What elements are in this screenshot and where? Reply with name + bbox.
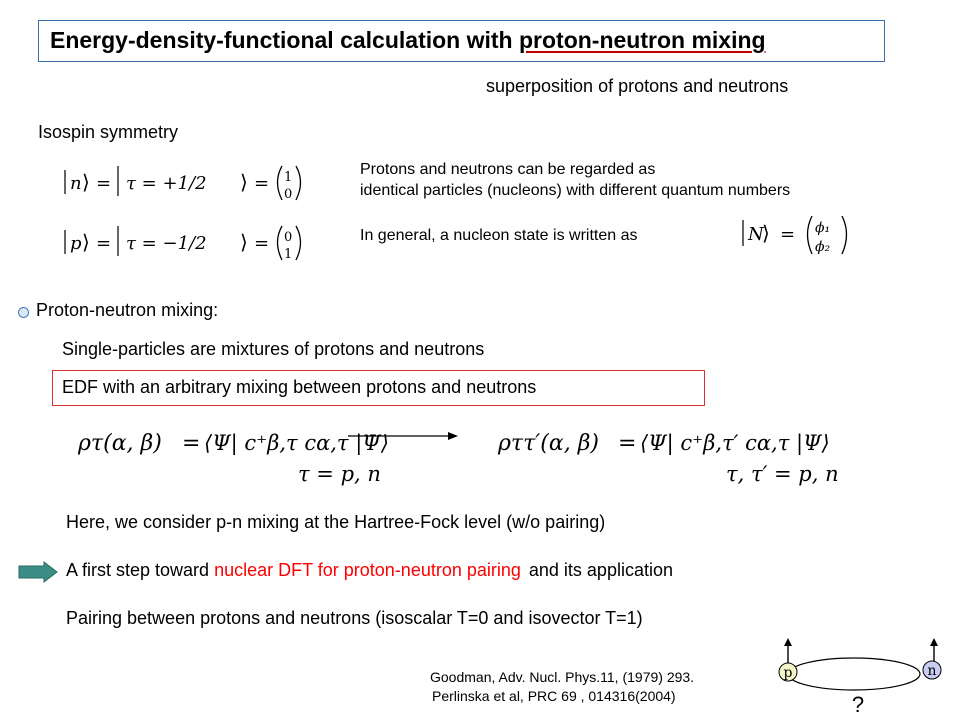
- svg-text:=: =: [96, 173, 112, 194]
- svg-text:⟩: ⟩: [82, 170, 90, 194]
- svg-text:=: =: [182, 431, 201, 456]
- note-line-2: identical particles (nucleons) with different quantum numbers: [360, 182, 791, 199]
- svg-text:⟩: ⟩: [240, 230, 248, 254]
- proton-label: p: [783, 665, 793, 681]
- pn-pairing-diagram: [770, 638, 950, 718]
- bullet-icon: [18, 307, 29, 318]
- p-tau-label: τ = −1/2: [126, 233, 207, 254]
- pairing-line: Pairing between protons and neutrons (isoscalar T=0 and isovector T=1): [66, 608, 643, 628]
- p-spin-arrow-icon: [784, 638, 792, 646]
- right-arrow-icon: [18, 561, 58, 583]
- first-step-prefix: A first step toward: [66, 560, 215, 580]
- nucleon-vector-top: ϕ₁: [815, 220, 831, 236]
- title-underlined: proton-neutron mixing: [519, 27, 766, 53]
- n-ket-label: n: [70, 173, 82, 194]
- svg-text:=: =: [254, 233, 270, 254]
- p-ket-label: p: [70, 233, 82, 254]
- svg-text:⟩: ⟩: [240, 170, 248, 194]
- svg-text:=: =: [254, 173, 270, 194]
- nucleon-vector-bottom: ϕ₂: [815, 239, 831, 255]
- p-vector-bottom: 1: [284, 247, 293, 262]
- reference-goodman: Goodman, Adv. Nucl. Phys.11, (1979) 293.: [430, 669, 695, 685]
- density-equations: [70, 418, 870, 488]
- n-vector-top: 1: [284, 170, 293, 185]
- left-lhs: ρτ(α, β): [78, 431, 162, 456]
- neutron-label: n: [927, 663, 937, 679]
- svg-text:⟩: ⟩: [762, 221, 770, 245]
- pairing-ellipse: [788, 658, 920, 690]
- pn-mixing-bullet: Proton-neutron mixing:: [36, 300, 219, 320]
- nucleon-ket-label: N: [748, 224, 764, 245]
- right-rhs: ⟨Ψ| c⁺β,τ′ cα,τ |Ψ⟩: [640, 431, 830, 455]
- left-condition: τ = p, n: [298, 462, 381, 486]
- svg-text:=: =: [780, 224, 796, 245]
- right-condition: τ, τ′ = p, n: [726, 462, 839, 486]
- hf-line: Here, we consider p-n mixing at the Hartree-Fock level (w/o pairing): [66, 512, 606, 532]
- first-step-highlight: nuclear DFT for proton-neutron pairing: [214, 560, 521, 580]
- right-lhs: ρττ′(α, β): [498, 431, 599, 456]
- first-step-line: [66, 560, 673, 581]
- edf-box-text: EDF with an arbitrary mixing between protons and neutrons: [62, 377, 537, 397]
- svg-text:⟩: ⟩: [82, 230, 90, 254]
- reference-perlinska: Perlinska et al, PRC 69 , 014316(2004): [432, 688, 676, 704]
- svg-text:=: =: [96, 233, 112, 254]
- page-title: [50, 27, 766, 54]
- nucleon-state-equation: [738, 212, 858, 262]
- single-particles-line: Single-particles are mixtures of protons and neutrons: [62, 339, 485, 359]
- title-prefix: Energy-density-functional calculation with: [50, 27, 519, 53]
- left-rhs: ⟨Ψ| c⁺β,τ cα,τ |Ψ⟩: [204, 431, 389, 455]
- left-equation: [77, 431, 389, 486]
- p-vector-top: 0: [284, 230, 293, 245]
- note-general: In general, a nucleon state is written as: [360, 227, 638, 244]
- note-line-1: Protons and neutrons can be regarded as: [360, 161, 656, 178]
- n-state-equation: [65, 166, 301, 202]
- isospin-equations: [60, 162, 320, 272]
- n-vector-bottom: 0: [284, 187, 293, 202]
- n-spin-arrow-icon: [930, 638, 938, 646]
- subtitle: superposition of protons and neutrons: [486, 76, 789, 96]
- isospin-heading: Isospin symmetry: [38, 122, 179, 142]
- p-state-equation: [65, 226, 301, 262]
- svg-text:=: =: [618, 431, 637, 456]
- question-mark: ?: [851, 692, 865, 717]
- n-tau-label: τ = +1/2: [126, 173, 207, 194]
- right-equation: [497, 431, 839, 486]
- first-step-suffix: and its application: [528, 560, 673, 580]
